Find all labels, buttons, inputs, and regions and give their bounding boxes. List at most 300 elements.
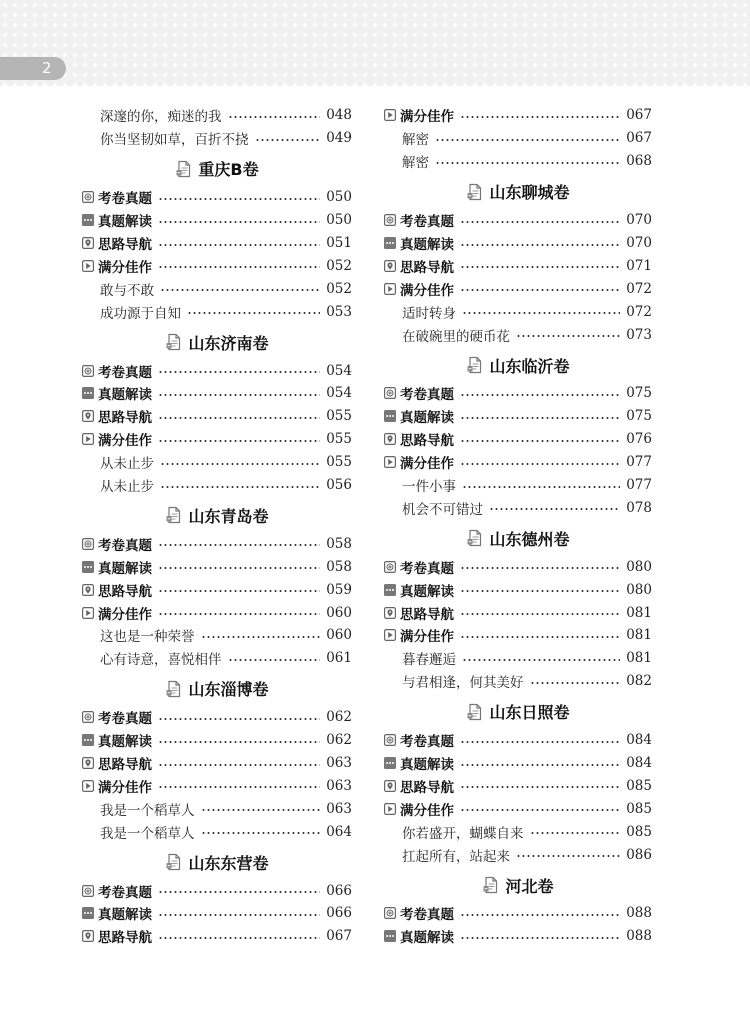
entry-title: 从未止步 bbox=[100, 479, 154, 496]
ellipsis-icon bbox=[384, 930, 396, 942]
toc-subsection-entry[interactable] bbox=[82, 209, 352, 232]
section-heading bbox=[384, 869, 652, 901]
dot-leader bbox=[160, 486, 320, 488]
ellipsis-icon bbox=[82, 561, 94, 573]
location-pin-icon bbox=[384, 607, 396, 619]
toc-subsection-entry[interactable] bbox=[82, 382, 352, 405]
section-heading-title: 山东淄博卷 bbox=[188, 680, 269, 700]
page-number: 088 bbox=[626, 928, 652, 945]
entry-title: 我是一个稻草人 bbox=[100, 802, 195, 819]
page-number: 064 bbox=[326, 823, 352, 840]
section-heading bbox=[82, 673, 352, 705]
dot-leader bbox=[201, 636, 321, 638]
page-number: 085 bbox=[626, 800, 652, 817]
toc-subsection-entry[interactable] bbox=[82, 555, 352, 578]
page-number: 059 bbox=[326, 581, 352, 598]
page-number: 082 bbox=[626, 673, 652, 690]
section-heading bbox=[384, 176, 652, 208]
page-number: 084 bbox=[626, 755, 652, 772]
toc-article-entry[interactable] bbox=[82, 451, 352, 474]
toc-subsection-entry[interactable] bbox=[384, 578, 652, 601]
toc-article-entry[interactable] bbox=[384, 843, 652, 866]
entry-title: 考卷真题 bbox=[400, 907, 454, 924]
page-number: 081 bbox=[626, 650, 652, 667]
dot-leader bbox=[158, 914, 320, 916]
page-number: 085 bbox=[626, 823, 652, 840]
page-number: 058 bbox=[326, 535, 352, 552]
page-number: 063 bbox=[326, 755, 352, 772]
entry-title: 解密 bbox=[402, 155, 429, 172]
ellipsis-icon bbox=[384, 584, 396, 596]
dot-leader bbox=[158, 741, 320, 743]
toc-article-entry[interactable] bbox=[82, 624, 352, 647]
toc-subsection-entry[interactable] bbox=[82, 254, 352, 277]
page-number: 078 bbox=[626, 499, 652, 516]
dot-leader bbox=[460, 809, 620, 811]
dot-leader bbox=[462, 486, 620, 488]
toc-right-column bbox=[384, 104, 652, 948]
dot-leader bbox=[435, 139, 620, 141]
toc-article-entry[interactable] bbox=[384, 150, 652, 173]
toc-article-entry[interactable] bbox=[384, 647, 652, 670]
entry-title: 真题解读 bbox=[98, 387, 152, 404]
toc-left-column bbox=[82, 104, 352, 948]
plus-circle-icon bbox=[82, 191, 94, 203]
toc-article-entry[interactable] bbox=[384, 496, 652, 519]
page-number: 054 bbox=[326, 362, 352, 379]
entry-title: 深邃的你，痴迷的我 bbox=[100, 109, 222, 126]
page-number-tab bbox=[0, 57, 66, 80]
toc-subsection-entry[interactable] bbox=[82, 902, 352, 925]
plus-circle-icon bbox=[82, 538, 94, 550]
page-number: 086 bbox=[626, 846, 652, 863]
page-number: 075 bbox=[626, 385, 652, 402]
page-number: 070 bbox=[626, 235, 652, 251]
play-icon bbox=[384, 456, 396, 468]
entry-title: 真题解读 bbox=[98, 560, 152, 577]
entry-title: 思路导航 bbox=[98, 410, 152, 427]
toc-article-entry[interactable] bbox=[384, 670, 652, 693]
section-heading-title: 山东济南卷 bbox=[188, 333, 269, 353]
plus-circle-icon bbox=[82, 365, 94, 377]
entry-title: 满分佳作 bbox=[98, 779, 152, 796]
toc-article-entry[interactable] bbox=[82, 127, 352, 150]
entry-title: 思路导航 bbox=[400, 779, 454, 796]
entry-title: 思路导航 bbox=[98, 757, 152, 774]
toc-article-entry[interactable] bbox=[82, 104, 352, 127]
page-number: 073 bbox=[626, 326, 652, 343]
toc-article-entry[interactable] bbox=[384, 474, 652, 497]
entry-title: 满分佳作 bbox=[98, 606, 152, 623]
toc-subsection-entry[interactable] bbox=[82, 532, 352, 555]
toc-article-entry[interactable] bbox=[82, 797, 352, 820]
document-icon bbox=[165, 680, 183, 698]
plus-circle-icon bbox=[384, 561, 396, 573]
toc-article-entry[interactable] bbox=[384, 820, 652, 843]
dot-leader bbox=[460, 417, 620, 419]
entry-title: 真题解读 bbox=[400, 930, 454, 947]
location-pin-icon bbox=[82, 410, 94, 422]
dot-leader bbox=[460, 636, 620, 638]
document-icon bbox=[466, 703, 484, 721]
section-heading bbox=[384, 696, 652, 728]
entry-title: 适时转身 bbox=[402, 305, 456, 322]
toc-article-entry[interactable] bbox=[384, 300, 652, 323]
page-number: 054 bbox=[326, 385, 352, 402]
entry-title: 考卷真题 bbox=[98, 364, 152, 381]
dot-leader bbox=[489, 508, 620, 510]
dot-leader bbox=[516, 335, 620, 337]
page-number: 055 bbox=[326, 431, 352, 448]
document-icon bbox=[175, 160, 193, 178]
dot-leader bbox=[228, 659, 321, 661]
toc-subsection-entry[interactable] bbox=[384, 797, 652, 820]
page-number: 076 bbox=[626, 431, 652, 448]
page-number: 068 bbox=[626, 153, 652, 170]
dot-leader bbox=[460, 764, 620, 766]
entry-title: 思路导航 bbox=[98, 930, 152, 947]
toc-article-entry[interactable] bbox=[384, 323, 652, 346]
play-icon bbox=[82, 260, 94, 272]
entry-title: 你当坚韧如草，百折不挠 bbox=[100, 132, 249, 149]
page-number: 066 bbox=[326, 905, 352, 922]
dot-leader bbox=[460, 116, 620, 118]
entry-title: 机会不可错过 bbox=[402, 501, 483, 518]
ellipsis-icon bbox=[384, 237, 396, 249]
toc-subsection-entry[interactable] bbox=[82, 601, 352, 624]
page-number: 072 bbox=[626, 303, 652, 320]
page-number: 063 bbox=[326, 777, 352, 794]
section-heading bbox=[384, 522, 652, 554]
dot-leader bbox=[158, 613, 320, 615]
dot-leader bbox=[158, 937, 320, 939]
dot-leader bbox=[158, 764, 320, 766]
page-number: 051 bbox=[326, 235, 352, 251]
toc-article-entry[interactable] bbox=[82, 474, 352, 497]
toc-subsection-entry[interactable] bbox=[384, 104, 652, 127]
entry-title: 满分佳作 bbox=[400, 456, 454, 473]
dot-leader bbox=[530, 682, 621, 684]
page-number: 061 bbox=[326, 650, 352, 667]
entry-title: 一件小事 bbox=[402, 479, 456, 496]
toc-subsection-entry[interactable] bbox=[384, 601, 652, 624]
entry-title: 满分佳作 bbox=[400, 629, 454, 646]
play-icon bbox=[82, 780, 94, 792]
ellipsis-icon bbox=[82, 907, 94, 919]
section-heading bbox=[384, 349, 652, 381]
entry-title: 真题解读 bbox=[400, 757, 454, 774]
entry-title: 考卷真题 bbox=[98, 537, 152, 554]
dot-leader bbox=[187, 312, 320, 314]
entry-title: 考卷真题 bbox=[98, 884, 152, 901]
location-pin-icon bbox=[384, 433, 396, 445]
page-number: 058 bbox=[326, 558, 352, 575]
dot-leader bbox=[460, 266, 620, 268]
toc-subsection-entry[interactable] bbox=[384, 382, 652, 405]
dot-leader bbox=[460, 613, 620, 615]
toc-subsection-entry[interactable] bbox=[384, 729, 652, 752]
plus-circle-icon bbox=[384, 214, 396, 226]
dot-leader bbox=[460, 289, 620, 291]
entry-title: 思路导航 bbox=[98, 583, 152, 600]
dot-leader bbox=[460, 567, 620, 569]
entry-title: 在破碗里的硬币花 bbox=[402, 328, 510, 345]
document-icon bbox=[466, 356, 484, 374]
page-number: 066 bbox=[326, 882, 352, 899]
page-number: 060 bbox=[326, 604, 352, 621]
entry-title: 敢与不敢 bbox=[100, 282, 154, 299]
entry-title: 思路导航 bbox=[98, 237, 152, 253]
ellipsis-icon bbox=[384, 757, 396, 769]
play-icon bbox=[384, 109, 396, 121]
page-number: 081 bbox=[626, 627, 652, 644]
toc-subsection-entry[interactable] bbox=[384, 902, 652, 925]
page-number: 052 bbox=[326, 280, 352, 297]
dot-leader bbox=[158, 198, 320, 200]
toc-subsection-entry[interactable] bbox=[384, 774, 652, 797]
entry-title: 思路导航 bbox=[400, 259, 454, 276]
document-icon bbox=[466, 529, 484, 547]
toc-subsection-entry[interactable] bbox=[82, 706, 352, 729]
dot-leader bbox=[460, 937, 620, 939]
toc-subsection-entry[interactable] bbox=[384, 555, 652, 578]
dot-leader bbox=[530, 832, 621, 834]
header-band bbox=[0, 0, 750, 86]
toc-subsection-entry[interactable] bbox=[82, 232, 352, 255]
dot-leader bbox=[158, 394, 320, 396]
dot-leader bbox=[460, 590, 620, 592]
document-icon bbox=[466, 183, 484, 201]
dot-leader bbox=[158, 590, 320, 592]
plus-circle-icon bbox=[384, 734, 396, 746]
dot-leader bbox=[158, 417, 320, 419]
entry-title: 解密 bbox=[402, 132, 429, 149]
dot-leader bbox=[158, 440, 320, 442]
entry-title: 从未止步 bbox=[100, 456, 154, 473]
section-heading bbox=[82, 326, 352, 358]
entry-title: 思路导航 bbox=[400, 606, 454, 623]
play-icon bbox=[82, 433, 94, 445]
dot-leader bbox=[158, 718, 320, 720]
page-number: 053 bbox=[326, 303, 352, 320]
toc-subsection-entry[interactable] bbox=[384, 254, 652, 277]
entry-title: 考卷真题 bbox=[400, 387, 454, 404]
document-icon bbox=[165, 333, 183, 351]
toc-subsection-entry[interactable] bbox=[384, 752, 652, 775]
page-number: 055 bbox=[326, 454, 352, 471]
page-number: 062 bbox=[326, 709, 352, 726]
section-heading-title: 山东东营卷 bbox=[188, 853, 269, 873]
page-number: 067 bbox=[326, 928, 352, 945]
dot-leader bbox=[460, 221, 620, 223]
page-number: 049 bbox=[326, 130, 352, 147]
page-number: 056 bbox=[326, 477, 352, 494]
ellipsis-icon bbox=[82, 387, 94, 399]
entry-title: 考卷真题 bbox=[400, 560, 454, 577]
entry-title: 成功源于自知 bbox=[100, 305, 181, 322]
toc-subsection-entry[interactable] bbox=[384, 451, 652, 474]
toc-subsection-entry[interactable] bbox=[384, 925, 652, 948]
entry-title: 你若盛开，蝴蝶自来 bbox=[402, 825, 524, 842]
toc-subsection-entry[interactable] bbox=[384, 277, 652, 300]
page-number: 055 bbox=[326, 408, 352, 425]
plus-circle-icon bbox=[82, 885, 94, 897]
dot-leader bbox=[228, 116, 321, 118]
toc-subsection-entry[interactable] bbox=[384, 428, 652, 451]
toc-subsection-entry[interactable] bbox=[384, 232, 652, 255]
entry-title: 考卷真题 bbox=[400, 214, 454, 231]
toc-subsection-entry[interactable] bbox=[384, 624, 652, 647]
page-number: 088 bbox=[626, 905, 652, 922]
page-number: 063 bbox=[326, 800, 352, 817]
dot-leader bbox=[462, 312, 620, 314]
dot-leader bbox=[460, 244, 620, 246]
location-pin-icon bbox=[82, 757, 94, 769]
toc-article-entry[interactable] bbox=[82, 820, 352, 843]
section-heading-title: 重庆B卷 bbox=[198, 160, 259, 180]
page-number: 084 bbox=[626, 732, 652, 749]
section-heading-title: 山东德州卷 bbox=[489, 529, 570, 549]
toc-subsection-entry[interactable] bbox=[82, 428, 352, 451]
page-number: 080 bbox=[626, 558, 652, 575]
entry-title: 真题解读 bbox=[400, 237, 454, 253]
page-number: 062 bbox=[326, 732, 352, 749]
toc-article-entry[interactable] bbox=[384, 127, 652, 150]
dot-leader bbox=[158, 567, 320, 569]
toc-subsection-entry[interactable] bbox=[384, 209, 652, 232]
entry-title: 满分佳作 bbox=[400, 282, 454, 299]
page-number: 067 bbox=[626, 107, 652, 124]
document-icon bbox=[482, 876, 500, 894]
dot-leader bbox=[460, 463, 620, 465]
play-icon bbox=[384, 283, 396, 295]
page-number: 080 bbox=[626, 581, 652, 598]
entry-title: 思路导航 bbox=[400, 433, 454, 450]
entry-title: 真题解读 bbox=[98, 907, 152, 924]
dot-leader bbox=[158, 266, 320, 268]
section-heading bbox=[82, 499, 352, 531]
dot-leader bbox=[201, 809, 321, 811]
dot-leader bbox=[460, 394, 620, 396]
dot-leader bbox=[160, 289, 320, 291]
plus-circle-icon bbox=[384, 387, 396, 399]
location-pin-icon bbox=[384, 780, 396, 792]
page-number: 081 bbox=[626, 604, 652, 621]
section-heading-title: 山东聊城卷 bbox=[489, 183, 570, 203]
section-heading-title: 山东临沂卷 bbox=[489, 356, 570, 376]
section-heading bbox=[82, 846, 352, 878]
dot-leader bbox=[460, 440, 620, 442]
entry-title: 真题解读 bbox=[98, 734, 152, 751]
page-number: 052 bbox=[326, 257, 352, 274]
page-number: 075 bbox=[626, 408, 652, 425]
section-heading bbox=[82, 153, 352, 185]
page-number: 077 bbox=[626, 454, 652, 471]
page-number: 067 bbox=[626, 130, 652, 147]
dot-leader bbox=[158, 786, 320, 788]
toc-article-entry[interactable] bbox=[82, 277, 352, 300]
dot-leader bbox=[158, 221, 320, 223]
toc-subsection-entry[interactable] bbox=[82, 186, 352, 209]
entry-title: 满分佳作 bbox=[98, 433, 152, 450]
dot-leader bbox=[460, 786, 620, 788]
toc-article-entry[interactable] bbox=[82, 300, 352, 323]
play-icon bbox=[82, 607, 94, 619]
dot-leader bbox=[160, 463, 320, 465]
toc-subsection-entry[interactable] bbox=[82, 578, 352, 601]
entry-title: 我是一个稻草人 bbox=[100, 825, 195, 842]
page-number: 048 bbox=[326, 107, 352, 124]
toc-subsection-entry[interactable] bbox=[82, 879, 352, 902]
entry-title: 扛起所有，站起来 bbox=[402, 848, 510, 865]
location-pin-icon bbox=[384, 260, 396, 272]
document-icon bbox=[165, 853, 183, 871]
page-number: 071 bbox=[626, 257, 652, 274]
ellipsis-icon bbox=[82, 734, 94, 746]
entry-title: 满分佳作 bbox=[98, 259, 152, 276]
entry-title: 满分佳作 bbox=[400, 109, 454, 126]
toc-subsection-entry[interactable] bbox=[384, 405, 652, 428]
dot-leader bbox=[158, 371, 320, 373]
section-heading-title: 山东日照卷 bbox=[489, 703, 570, 723]
entry-title: 真题解读 bbox=[400, 410, 454, 427]
location-pin-icon bbox=[82, 237, 94, 249]
toc-subsection-entry[interactable] bbox=[82, 752, 352, 775]
toc-article-entry[interactable] bbox=[82, 647, 352, 670]
page-number: 085 bbox=[626, 777, 652, 794]
dot-leader bbox=[158, 891, 320, 893]
ellipsis-icon bbox=[384, 410, 396, 422]
dot-leader bbox=[462, 659, 620, 661]
toc-subsection-entry[interactable] bbox=[82, 925, 352, 948]
page-number: 060 bbox=[326, 627, 352, 644]
section-heading-title: 河北卷 bbox=[505, 876, 554, 896]
dot-leader bbox=[516, 855, 620, 857]
page-number: 2 bbox=[42, 59, 52, 77]
play-icon bbox=[384, 629, 396, 641]
entry-title: 与君相逢，何其美好 bbox=[402, 675, 524, 692]
dot-leader bbox=[460, 741, 620, 743]
entry-title: 暮春邂逅 bbox=[402, 652, 456, 669]
entry-title: 考卷真题 bbox=[98, 711, 152, 728]
plus-circle-icon bbox=[82, 711, 94, 723]
dot-leader bbox=[435, 162, 620, 164]
page-number: 077 bbox=[626, 477, 652, 494]
entry-title: 满分佳作 bbox=[400, 802, 454, 819]
location-pin-icon bbox=[82, 930, 94, 942]
page-number: 070 bbox=[626, 212, 652, 229]
entry-title: 真题解读 bbox=[400, 583, 454, 600]
section-heading-title: 山东青岛卷 bbox=[188, 506, 269, 526]
play-icon bbox=[384, 803, 396, 815]
page-number: 050 bbox=[326, 212, 352, 229]
entry-title: 真题解读 bbox=[98, 214, 152, 231]
toc-subsection-entry[interactable] bbox=[82, 729, 352, 752]
page-number: 050 bbox=[326, 189, 352, 206]
entry-title: 考卷真题 bbox=[98, 191, 152, 208]
toc-subsection-entry[interactable] bbox=[82, 359, 352, 382]
toc-subsection-entry[interactable] bbox=[82, 405, 352, 428]
dot-leader bbox=[255, 139, 321, 141]
entry-title: 心有诗意，喜悦相伴 bbox=[100, 652, 222, 669]
dot-leader bbox=[158, 544, 320, 546]
ellipsis-icon bbox=[82, 214, 94, 226]
location-pin-icon bbox=[82, 584, 94, 596]
dot-leader bbox=[201, 832, 321, 834]
toc-subsection-entry[interactable] bbox=[82, 774, 352, 797]
entry-title: 这也是一种荣誉 bbox=[100, 629, 195, 646]
dot-leader bbox=[460, 914, 620, 916]
